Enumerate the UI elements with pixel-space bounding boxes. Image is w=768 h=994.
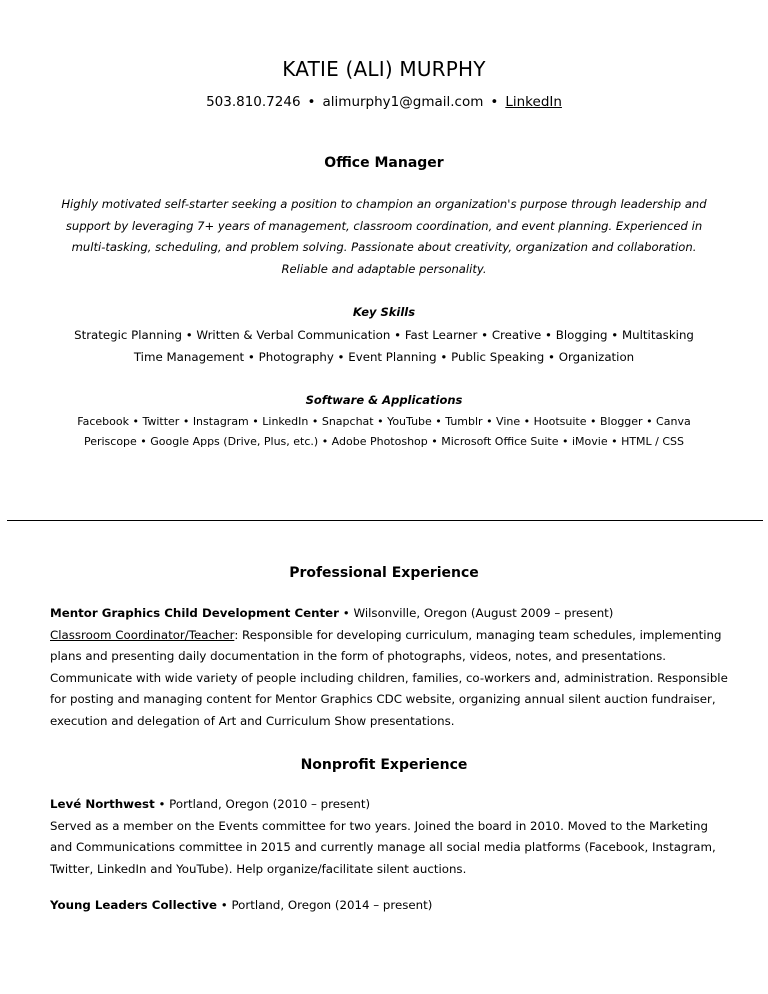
nonprofit-description-line: Twitter, LinkedIn and YouTube). Help organize/facilitate silent auctions. — [50, 861, 467, 876]
software-line: Facebook • Twitter • Instagram • LinkedIn • Snapchat • YouTube • Tumblr • Vine • Hootsuite • Blogger • Canva — [77, 415, 691, 428]
summary-line: Reliable and adaptable personality. — [281, 261, 487, 276]
nonprofit-name: Young Leaders Collective — [50, 898, 217, 912]
bullet-separator: • — [490, 94, 499, 110]
key-skills-title: Key Skills — [352, 305, 416, 319]
employer-detail: • Wilsonville, Oregon (August 2009 – present) — [339, 606, 614, 620]
nonprofit-entry — [50, 895, 718, 917]
section-divider — [7, 520, 763, 521]
skills-line: Strategic Planning • Written & Verbal Communication • Fast Learner • Creative • Blogging • Multitasking — [74, 328, 694, 342]
nonprofit-detail: • Portland, Oregon (2014 – present) — [217, 898, 433, 912]
nonprofit-detail: • Portland, Oregon (2010 – present) — [154, 797, 371, 811]
job-description-line — [50, 625, 722, 647]
professional-entry — [50, 603, 728, 732]
linkedin-link[interactable]: LinkedIn — [505, 94, 562, 110]
summary-line: support by leveraging 7+ years of management, classroom coordination, and event planning. Experienced in — [65, 218, 703, 233]
summary-line: multi-tasking, scheduling, and problem solving. Passionate about creativity, organization and collaboration. — [71, 240, 697, 254]
nonprofit-name: Levé Northwest — [50, 797, 155, 811]
phone-number: 503.810.7246 — [206, 94, 301, 110]
job-heading — [50, 603, 718, 625]
summary-line: Highly motivated self-starter seeking a position to champion an organization's purpose through leadership and — [61, 197, 707, 211]
job-description-start: : Responsible for developing curriculum, managing team schedules, implementing — [234, 627, 722, 642]
nonprofit-entry — [50, 794, 718, 880]
nonprofit-experience-title: Nonprofit Experience — [300, 757, 468, 773]
nonprofit-heading — [50, 794, 718, 816]
employer-name: Mentor Graphics Child Development Center — [50, 606, 340, 620]
nonprofit-description-line: Served as a member on the Events committee for two years. Joined the board in 2010. Moved to the Marketing — [50, 818, 708, 833]
software-title: Software & Applications — [305, 393, 463, 407]
job-description-line: for posting and managing content for Mentor Graphics CDC website, organizing annual silent auction fundraiser, — [50, 692, 716, 706]
bullet-separator: • — [307, 94, 316, 110]
contact-line — [0, 94, 768, 110]
professional-experience-title: Professional Experience — [289, 565, 479, 581]
nonprofit-heading — [50, 895, 718, 917]
email-address[interactable]: alimurphy1@gmail.com — [322, 94, 484, 110]
objective-title: Office Manager — [324, 155, 444, 171]
summary-paragraph — [40, 194, 728, 280]
skills-line: Time Management • Photography • Event Planning • Public Speaking • Organization — [133, 350, 635, 364]
nonprofit-description-line: and Communications committee in 2015 and currently manage all social media platforms (Facebook, Instagram, — [50, 840, 716, 854]
job-description-line: plans and presenting daily documentation in the form of photographs, videos, notes, and presentations. — [50, 649, 667, 663]
job-description-line: Communicate with wide variety of people including children, families, co-workers and, administration. Responsible — [50, 670, 728, 685]
software-line: Periscope • Google Apps (Drive, Plus, etc.) • Adobe Photoshop • Microsoft Office Suite • iMovie • HTML / CSS — [83, 435, 685, 448]
job-description-line: execution and delegation of Art and Curriculum Show presentations. — [50, 713, 455, 728]
resume-name: KATIE (ALI) MURPHY — [282, 57, 486, 81]
job-role: Classroom Coordinator/Teacher — [50, 627, 235, 642]
